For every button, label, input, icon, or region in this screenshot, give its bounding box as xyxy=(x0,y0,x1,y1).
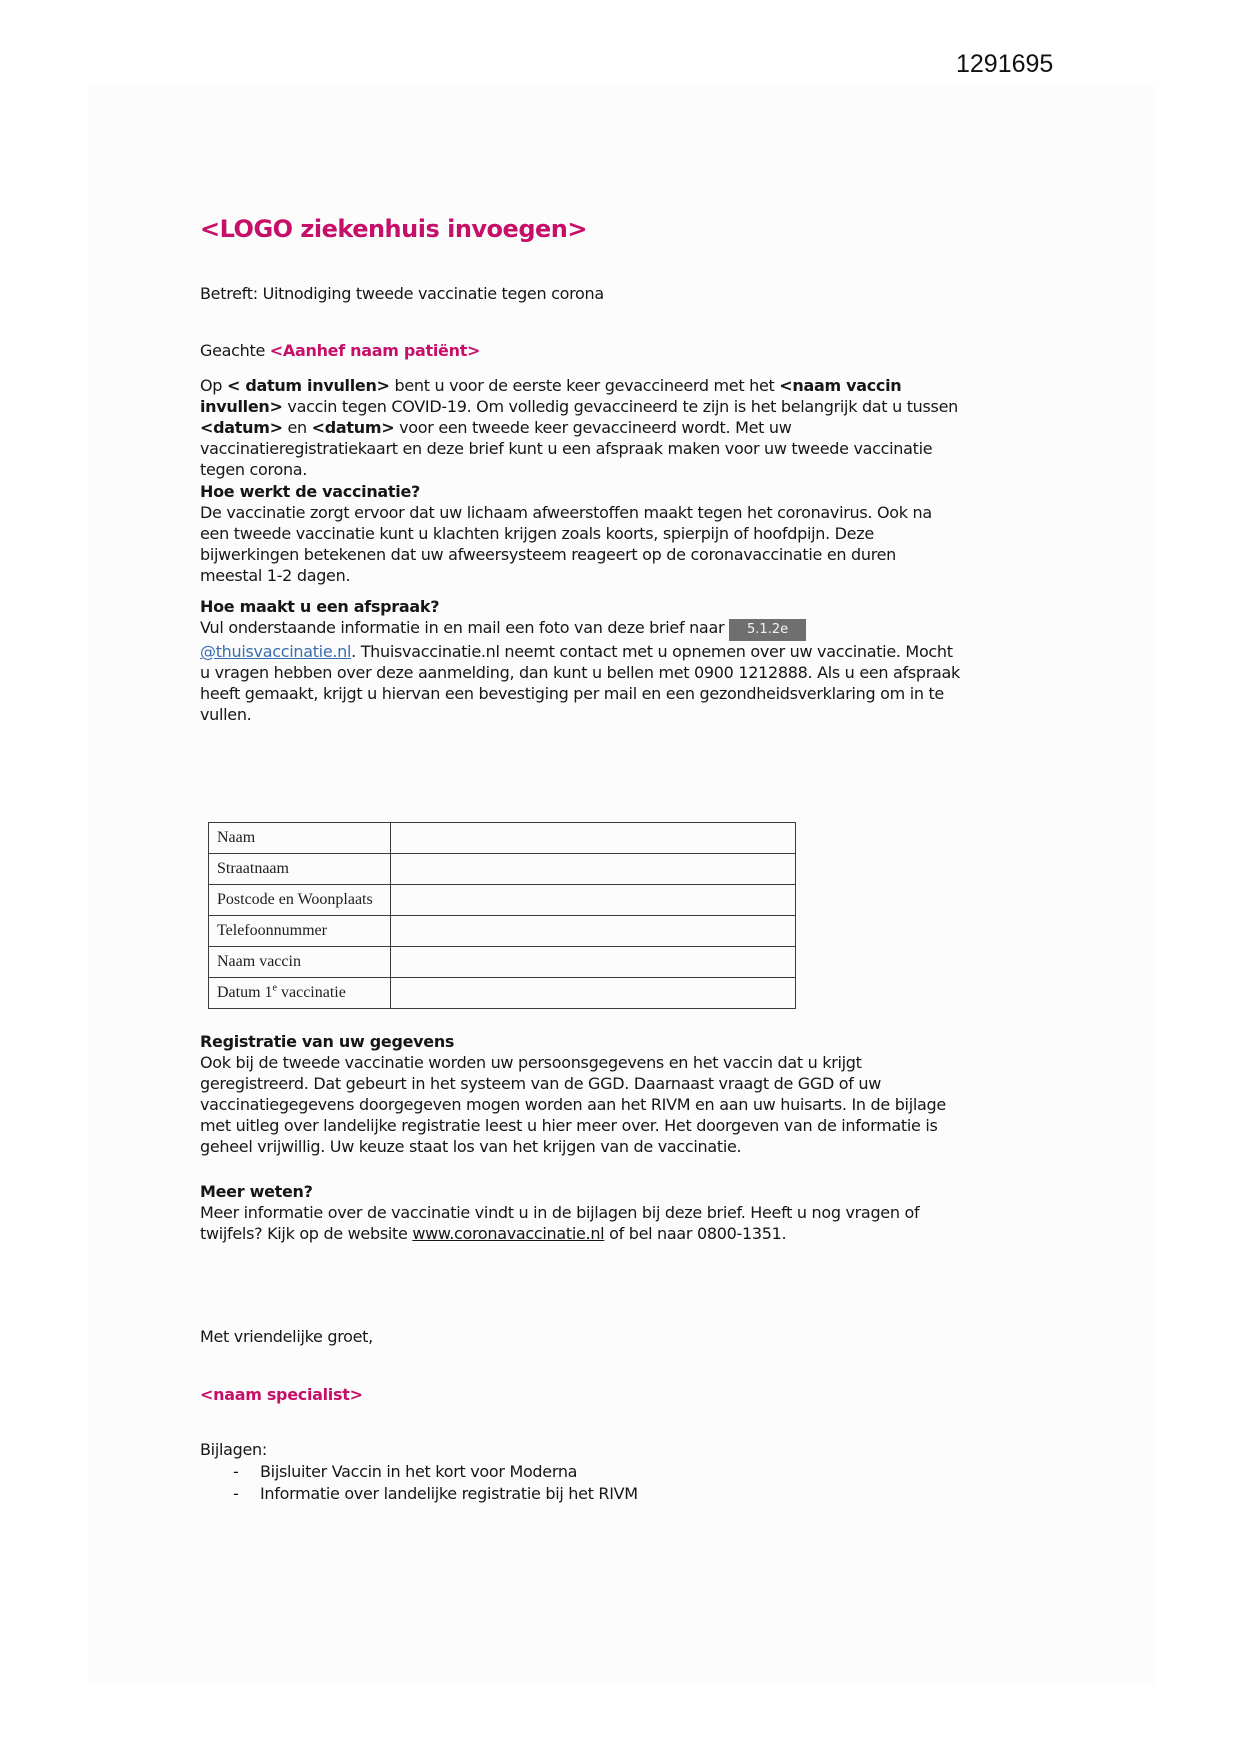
attachment-item xyxy=(200,1483,960,1505)
contact-info-table xyxy=(208,822,796,1009)
table-value-cell xyxy=(391,978,796,1009)
text-segment: <naam vaccin invullen> xyxy=(200,376,902,416)
table-label-cell xyxy=(209,947,391,978)
table-label-cell xyxy=(209,916,391,947)
signature-placeholder: <naam specialist> xyxy=(200,1385,363,1404)
table-row xyxy=(209,947,796,978)
text-segment: en xyxy=(282,418,312,437)
dash-bullet: - xyxy=(233,1484,239,1503)
table-value-cell xyxy=(391,823,796,854)
section-body-registratie: Ook bij de tweede vaccinatie worden uw persoonsgegevens en het vaccin dat u krijgt geregistreerd. Dat gebeurt in het systeem van de GGD. Daarnaast vraagt de GGD of uw vaccinatiegegevens doorgegeven mogen worden aan het RIVM en aan uw huisarts. In de bijlage met uitleg over landelijke registratie leest u hier meer over. Het doorgeven van de informatie is geheel vrijwillig. Uw keuze staat los van het krijgen van de vaccinatie. xyxy=(200,1053,946,1156)
table-row xyxy=(209,885,796,916)
attachments-label: Bijlagen: xyxy=(200,1440,267,1459)
logo-placeholder: <LOGO ziekenhuis invoegen> xyxy=(200,215,587,243)
table-row xyxy=(209,854,796,885)
section-body-hoe-werkt: De vaccinatie zorgt ervoor dat uw lichaam afweerstoffen maakt tegen het coronavirus. Ook na een tweede vaccinatie kunt u klachten krijgen zoals koorts, spierpijn of hoofdpijn. Deze bijwerkingen betekenen dat uw afweersysteem reageert op de coronavaccinatie en duren meestal 1-2 dagen. xyxy=(200,503,932,585)
website-link[interactable]: www.coronavaccinatie.nl xyxy=(412,1224,605,1243)
text-segment: Postcode en Woonplaats xyxy=(217,891,373,908)
text-segment: < datum invullen> xyxy=(226,376,390,395)
attachments-list xyxy=(200,1461,960,1505)
table-label-cell xyxy=(209,823,391,854)
text-segment: <datum> xyxy=(200,418,283,437)
table-row xyxy=(209,823,796,854)
text-segment: bent u voor de eerste keer gevaccineerd met het xyxy=(389,376,780,395)
greeting-line xyxy=(200,340,960,361)
text-segment: Datum 1 xyxy=(217,984,273,1001)
contact-info-table-wrap xyxy=(208,822,796,1009)
text-segment: Naam vaccin xyxy=(217,953,301,970)
redaction-box: 5.1.2e xyxy=(729,619,806,641)
section-heading-afspraak: Hoe maakt u een afspraak? xyxy=(200,597,440,616)
attachment-item xyxy=(200,1461,960,1483)
text-segment: of bel naar 0800-1351. xyxy=(604,1224,787,1243)
intro-paragraph xyxy=(200,375,960,480)
document-number: 1291695 xyxy=(956,50,1054,78)
table-value-cell xyxy=(391,947,796,978)
table-row xyxy=(209,978,796,1009)
attachment-text: Bijsluiter Vaccin in het kort voor Moderna xyxy=(260,1462,578,1481)
text-segment: vaccin tegen COVID-19. Om volledig gevaccineerd te zijn is het belangrijk dat u tussen xyxy=(282,397,958,416)
closing-line: Met vriendelijke groet, xyxy=(200,1327,373,1346)
text-segment: <datum> xyxy=(311,418,395,437)
text-segment: <Aanhef naam patiënt> xyxy=(269,341,481,360)
table-label-cell xyxy=(209,978,391,1009)
section-body-afspraak xyxy=(200,617,960,725)
section-body-meer-weten xyxy=(200,1202,960,1244)
table-value-cell xyxy=(391,854,796,885)
subject-line: Betreft: Uitnodiging tweede vaccinatie tegen corona xyxy=(200,284,604,303)
table-value-cell xyxy=(391,916,796,947)
text-segment: voor een tweede keer gevaccineerd wordt. Met uw vaccinatieregistratiekaart en deze brief kunt u een afspraak maken voor uw tweede vaccinatie tegen corona. xyxy=(200,418,933,479)
table-row xyxy=(209,916,796,947)
section-heading-meer-weten: Meer weten? xyxy=(200,1182,313,1201)
text-segment: e xyxy=(272,982,277,994)
dash-bullet: - xyxy=(233,1462,239,1481)
text-segment: Meer informatie over de vaccinatie vindt u in de bijlagen bij deze brief. Heeft u nog vragen of twijfels? Kijk op de website xyxy=(200,1203,920,1243)
text-segment: Geachte xyxy=(200,341,270,360)
text-segment: . Thuisvaccinatie.nl neemt contact met u opnemen over uw vaccinatie. Mocht u vragen hebben over deze aanmelding, dan kunt u bellen met 0900 1212888. Als u een afspraak heeft gemaakt, krijgt u hiervan een bevestiging per mail en een gezondheidsverklaring om in te vullen. xyxy=(200,642,961,724)
text-segment: Vul onderstaande informatie in en mail een foto van deze brief naar xyxy=(200,618,730,637)
attachment-text: Informatie over landelijke registratie bij het RIVM xyxy=(260,1484,638,1503)
text-segment: Telefoonnummer xyxy=(217,922,327,939)
section-heading-hoe-werkt: Hoe werkt de vaccinatie? xyxy=(200,482,420,501)
table-label-cell xyxy=(209,854,391,885)
text-segment: Naam xyxy=(217,829,256,846)
text-segment: Op xyxy=(200,376,227,395)
contact-info-table-body xyxy=(209,823,796,1009)
text-segment: Straatnaam xyxy=(217,860,289,877)
text-segment: vaccinatie xyxy=(277,984,346,1001)
table-label-cell xyxy=(209,885,391,916)
email-link[interactable]: @thuisvaccinatie.nl xyxy=(200,642,352,661)
section-heading-registratie: Registratie van uw gegevens xyxy=(200,1032,455,1051)
table-value-cell xyxy=(391,885,796,916)
